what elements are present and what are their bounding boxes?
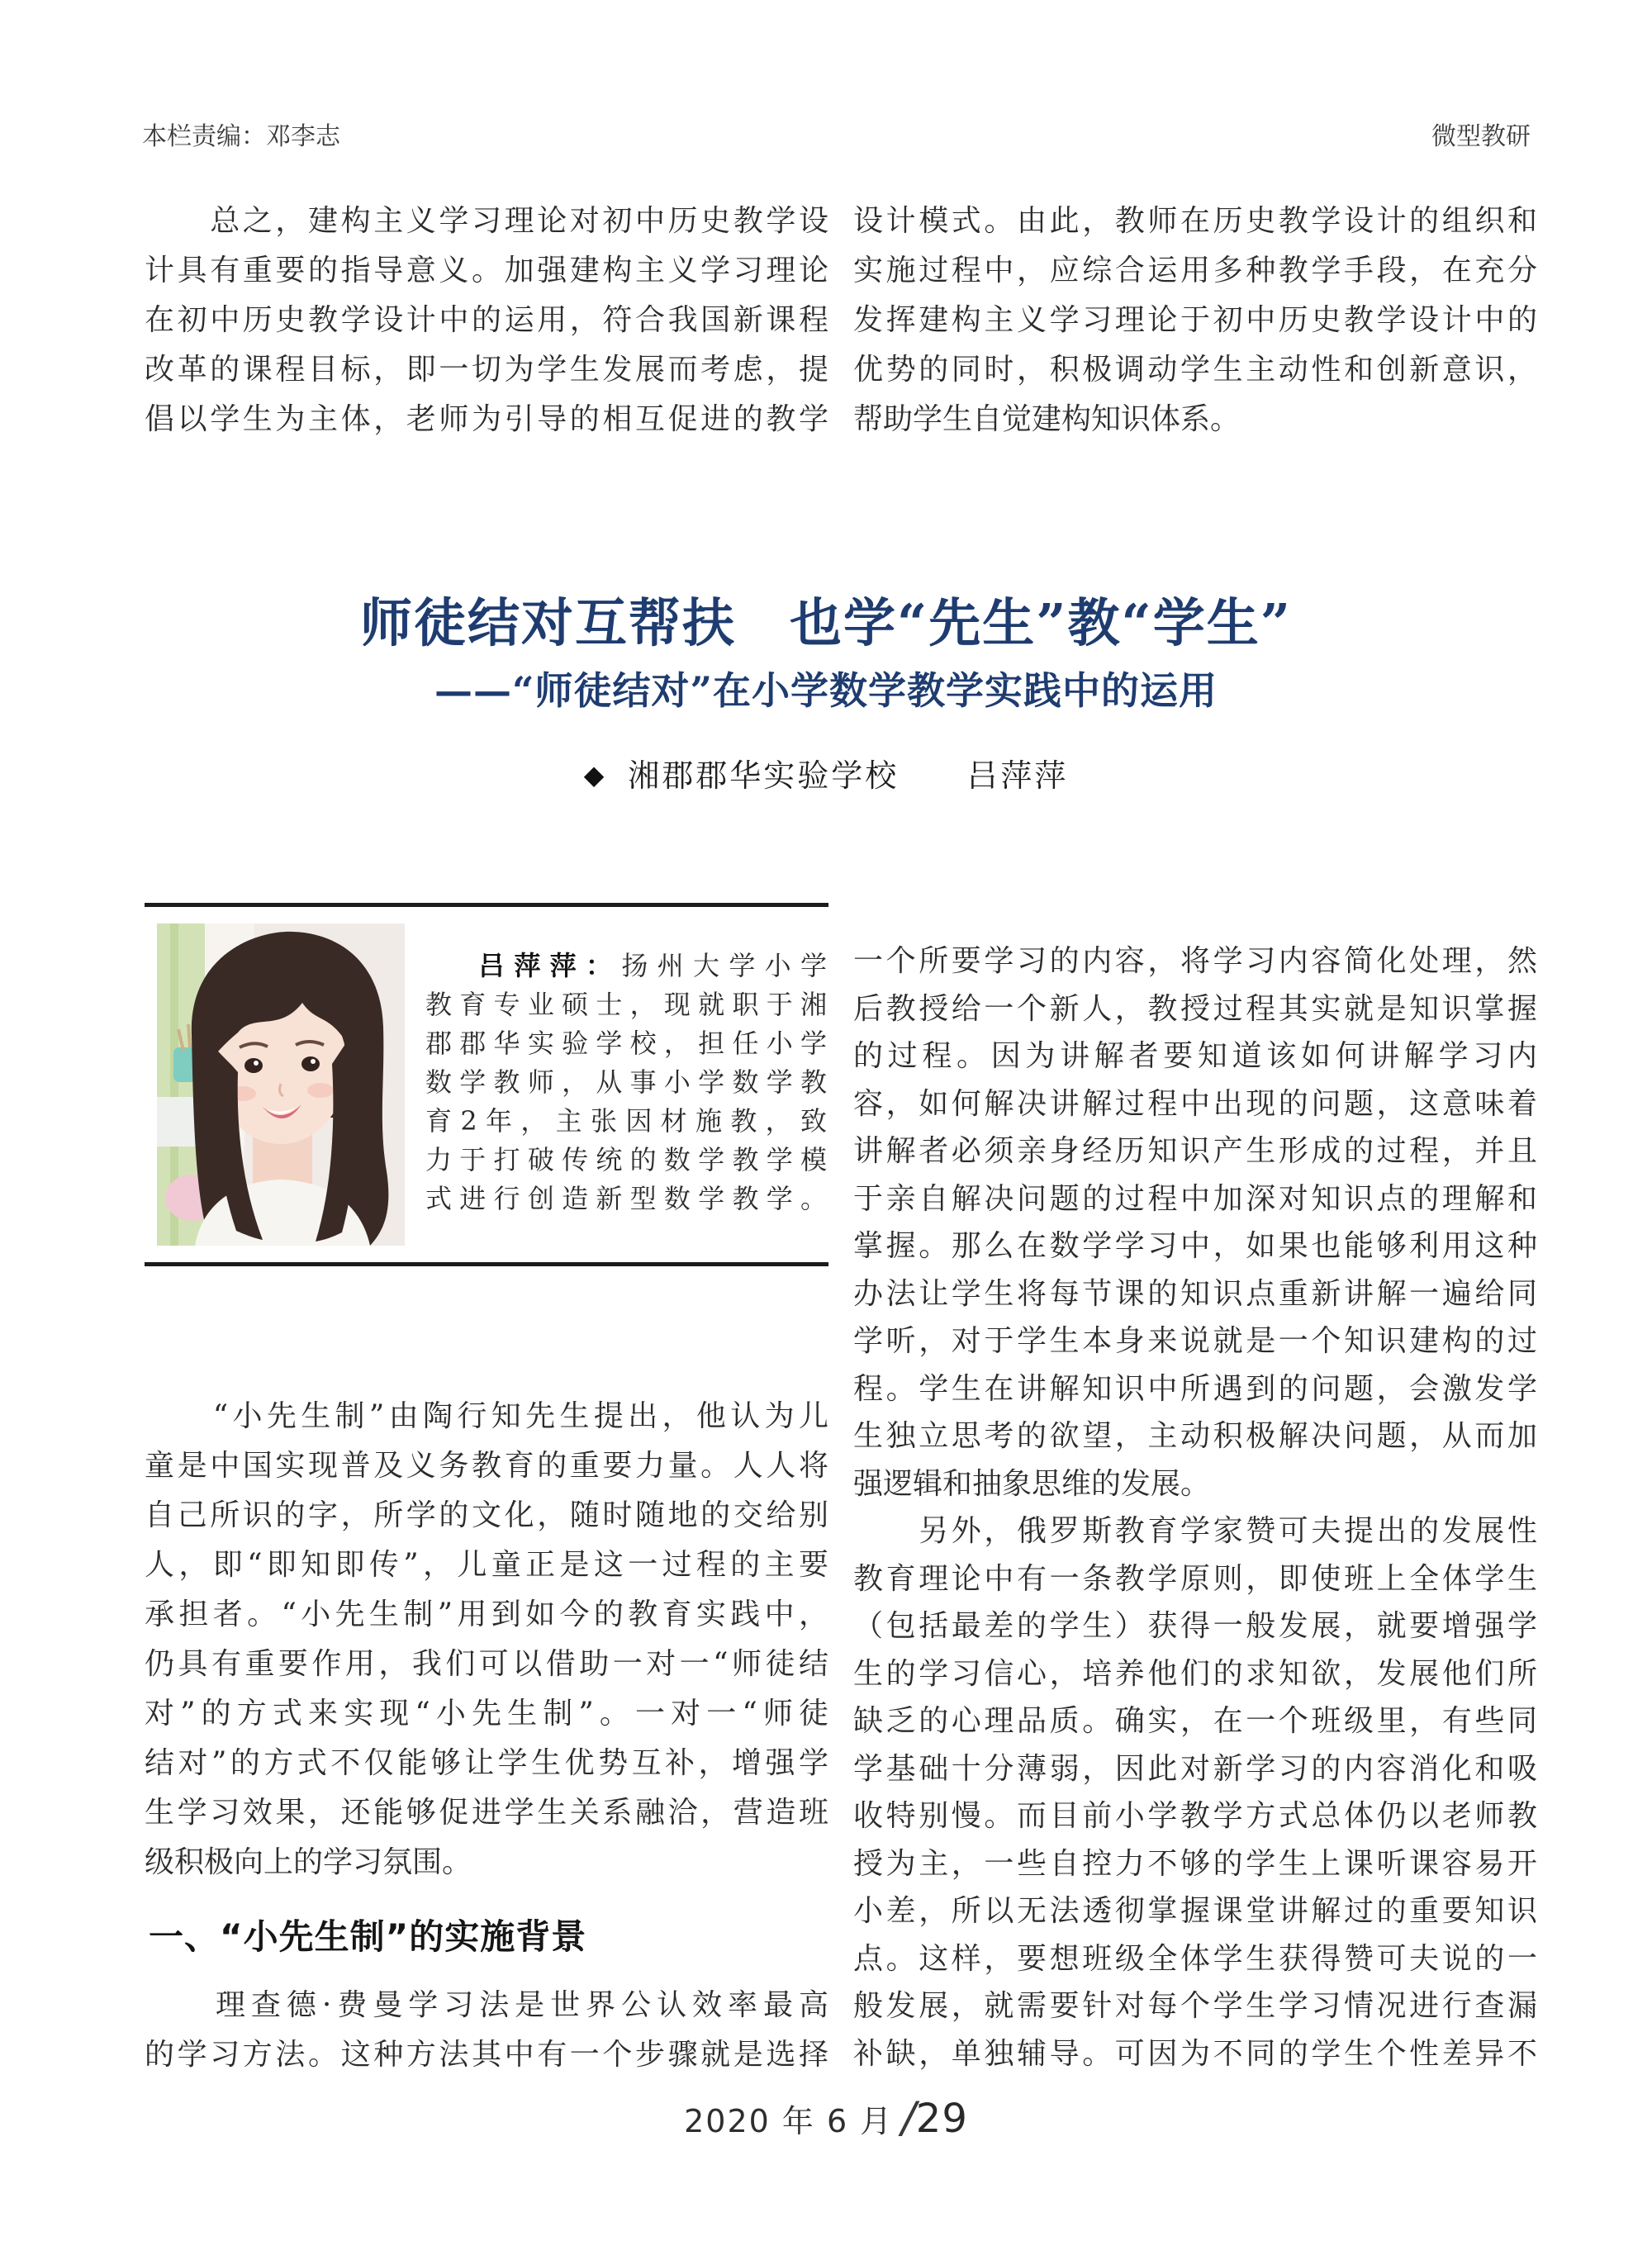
text-line: 教育理论中有一条教学原则，即使班上全体学生	[853, 1561, 1537, 1596]
intro-left-column	[145, 197, 828, 444]
text-line: 般发展，就需要针对每个学生学习情况进行查漏	[853, 1989, 1537, 2023]
text-line: 自己所识的字，所学的文化，随时随地的交给别	[145, 1498, 828, 1532]
text-line: 仍具有重要作用，我们可以借助一对一“师徒结	[145, 1647, 828, 1681]
right-column-body	[853, 938, 1537, 2077]
text-line: 生学习效果，还能够促进学生关系融洽，营造班	[145, 1796, 828, 1830]
footer-date: 2020 年 6 月	[684, 2103, 894, 2139]
bio-first-rest: 扬州大学小学	[621, 950, 827, 981]
running-head-editor: 本栏责编：邓李志	[142, 122, 340, 151]
running-head-column: 微型教研	[1431, 122, 1531, 151]
text-line: 补缺，单独辅导。可因为不同的学生个性差异不	[853, 2036, 1537, 2071]
text-line: 倡以学生为主体，老师为引导的相互促进的教学	[145, 402, 828, 436]
text-line: 级积极向上的学习氛围。	[145, 1845, 472, 1879]
text-line: 的过程。因为讲解者要知道该如何讲解学习内	[853, 1039, 1537, 1073]
text-line: 小差，所以无法透彻掌握课堂讲解过的重要知识	[853, 1894, 1537, 1928]
text-line: 数学教师，从事小学数学教	[425, 1066, 827, 1098]
text-line: 授为主，一些自控力不够的学生上课听课容易开	[853, 1846, 1537, 1881]
text-line: 发挥建构主义学习理论于初中历史教学设计中的	[853, 303, 1537, 337]
bio-lines	[425, 985, 827, 1218]
text-line: 另外，俄罗斯教育学家赞可夫提出的发展性	[853, 1514, 1537, 1548]
text-line: 的学习方法。这种方法其中有一个步骤就是选择	[145, 2038, 828, 2072]
author-bio-box	[145, 903, 828, 1266]
text-line: 生独立思考的欲望，主动积极解决问题，从而加	[853, 1419, 1537, 1453]
footer-page-number: 29	[915, 2096, 968, 2142]
diamond-icon: ◆	[583, 759, 607, 791]
text-line: 式进行创造新型数学教学。	[425, 1183, 827, 1214]
text-line: 点。这样，要想班级全体学生获得赞可夫说的一	[853, 1941, 1537, 1976]
author-photo	[157, 923, 405, 1246]
text-line: 强逻辑和抽象思维的发展。	[853, 1466, 1211, 1501]
author-affiliation-name: 湘郡郡华实验学校 吕萍萍	[628, 757, 1069, 794]
text-line: 在初中历史教学设计中的运用，符合我国新课程	[145, 303, 828, 337]
text-line: （包括最差的学生）获得一般发展，就要增强学	[853, 1609, 1537, 1643]
text-line: 教育专业硕士，现就职于湘	[425, 989, 827, 1020]
running-head	[0, 116, 1652, 149]
text-line: 程。学生在讲解知识中所遇到的问题，会激发学	[853, 1371, 1537, 1406]
text-line: 收特别慢。而目前小学教学方式总体仍以老师教	[853, 1799, 1537, 1833]
text-line: 办法让学生将每节课的知识点重新讲解一遍给同	[853, 1276, 1537, 1311]
author-line	[0, 750, 1652, 795]
article-title: 师徒结对互帮扶 也学“先生”教“学生”	[360, 592, 1292, 653]
text-line: 讲解者必须亲身经历知识产生形成的过程，并且	[853, 1134, 1537, 1168]
text-line: 童是中国实现普及义务教育的重要力量。人人将	[145, 1449, 828, 1483]
text-line: 优势的同时，积极调动学生主动性和创新意识，	[853, 353, 1537, 387]
text-line: 力于打破传统的数学教学模	[425, 1144, 827, 1175]
text-line: 实施过程中，应综合运用多种教学手段，在充分	[853, 254, 1537, 287]
text-line: 于亲自解决问题的过程中加深对知识点的理解和	[853, 1181, 1537, 1216]
portrait-illustration	[157, 923, 405, 1246]
text-line: 学听，对于学生本身来说就是一个知识建构的过	[853, 1324, 1537, 1358]
text-line: 对”的方式来实现“小先生制”。一对一“师徒	[145, 1697, 828, 1731]
text-line: 生的学习信心，培养他们的求知欲，发展他们所	[853, 1656, 1537, 1691]
bio-text	[425, 947, 827, 1218]
text-line: 改革的课程目标，即一切为学生发展而考虑，提	[145, 353, 828, 387]
section-heading: 一、“小先生制”的实施背景	[149, 1916, 587, 1957]
left-column-paragraph-1	[145, 1392, 828, 1887]
article-subtitle: ——“师徒结对”在小学数学教学实践中的运用	[434, 668, 1218, 713]
text-line: 学基础十分薄弱，因此对新学习的内容消化和吸	[853, 1751, 1537, 1786]
text-line: 承担者。“小先生制”用到如今的教育实践中，	[145, 1598, 828, 1631]
text-line: 总之，建构主义学习理论对初中历史教学设	[145, 204, 828, 238]
intro-right-column	[853, 197, 1537, 444]
text-line: 结对”的方式不仅能够让学生优势互补，增强学	[145, 1746, 828, 1780]
text-line: 后教授给一个新人，教授过程其实就是知识掌握	[853, 991, 1537, 1026]
text-line: 计具有重要的指导意义。加强建构主义学习理论	[145, 254, 828, 287]
text-line: 设计模式。由此，教师在历史教学设计的组织和	[853, 204, 1537, 238]
bio-author-name: 吕萍萍：	[478, 950, 622, 981]
text-line: 郡郡华实验学校，担任小学	[425, 1028, 827, 1059]
text-line: 理查德·费曼学习法是世界公认效率最高	[145, 1988, 828, 2022]
text-line: 育2年，主张因材施教，致	[425, 1105, 827, 1137]
text-line: 缺乏的心理品质。确实，在一个班级里，有些同	[853, 1704, 1537, 1738]
text-line: “小先生制”由陶行知先生提出，他认为儿	[145, 1399, 828, 1433]
text-line: 帮助学生自觉建构知识体系。	[853, 402, 1241, 436]
page-footer	[0, 2093, 1652, 2143]
left-column-paragraph-2	[145, 1981, 828, 2080]
footer-slash: /	[901, 2093, 916, 2143]
text-line: 人，即“即知即传”，儿童正是这一过程的主要	[145, 1548, 828, 1582]
bio-line-first	[425, 947, 827, 985]
text-line: 一个所要学习的内容，将学习内容简化处理，然	[853, 944, 1537, 978]
text-line: 容，如何解决讲解过程中出现的问题，这意味着	[853, 1086, 1537, 1121]
text-line: 掌握。那么在数学学习中，如果也能够利用这种	[853, 1229, 1537, 1263]
